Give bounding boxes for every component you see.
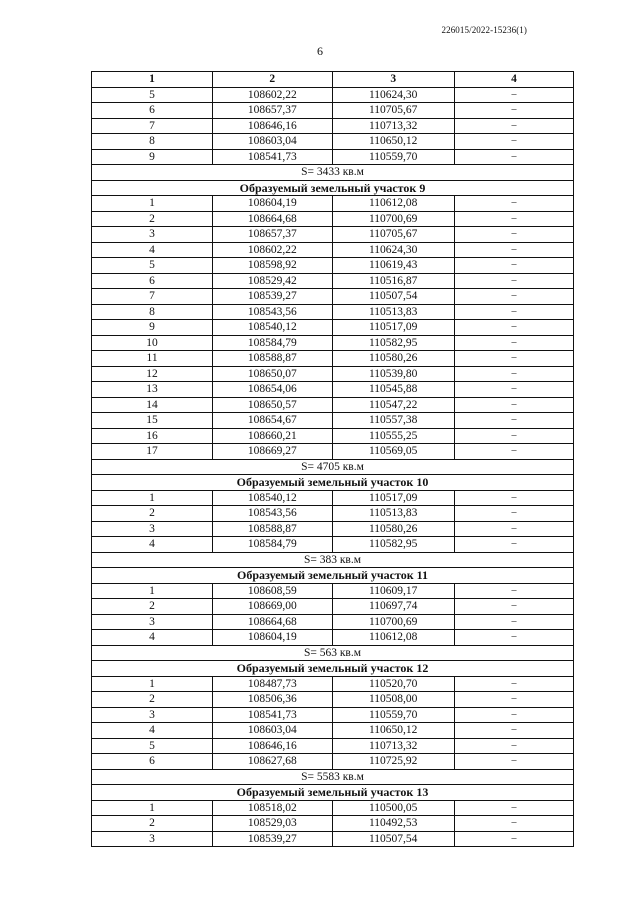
- note-cell: –: [454, 630, 573, 646]
- point-number-cell: 2: [92, 506, 213, 522]
- note-cell: –: [454, 831, 573, 847]
- y-coordinate-cell: 110713,32: [332, 738, 454, 754]
- x-coordinate-cell: 108603,04: [213, 723, 332, 739]
- note-cell: –: [454, 304, 573, 320]
- note-cell: –: [454, 118, 573, 134]
- section-title: Образуемый земельный участок 12: [92, 661, 574, 677]
- y-coordinate-cell: 110559,70: [332, 707, 454, 723]
- point-number-cell: 6: [92, 754, 213, 770]
- table-row: [92, 707, 574, 723]
- point-number-cell: 4: [92, 537, 213, 553]
- y-coordinate-cell: 110700,69: [332, 211, 454, 227]
- point-number-cell: 3: [92, 614, 213, 630]
- point-number-cell: 5: [92, 738, 213, 754]
- y-coordinate-cell: 110569,05: [332, 444, 454, 460]
- x-coordinate-cell: 108541,73: [213, 707, 332, 723]
- y-coordinate-cell: 110612,08: [332, 630, 454, 646]
- note-cell: –: [454, 428, 573, 444]
- table-row: [92, 289, 574, 305]
- y-coordinate-cell: 110650,12: [332, 723, 454, 739]
- x-coordinate-cell: 108588,87: [213, 351, 332, 367]
- table-row: [92, 676, 574, 692]
- point-number-cell: 2: [92, 599, 213, 615]
- x-coordinate-cell: 108506,36: [213, 692, 332, 708]
- x-coordinate-cell: 108664,68: [213, 614, 332, 630]
- note-cell: –: [454, 258, 573, 274]
- table-row: [92, 258, 574, 274]
- x-coordinate-cell: 108650,57: [213, 397, 332, 413]
- y-coordinate-cell: 110580,26: [332, 521, 454, 537]
- table-row: [92, 738, 574, 754]
- table-row: [92, 273, 574, 289]
- header-cell: 1: [92, 72, 213, 88]
- section-title-row: [92, 568, 574, 584]
- y-coordinate-cell: 110650,12: [332, 134, 454, 150]
- table-row: [92, 599, 574, 615]
- area-value: S= 4705 кв.м: [92, 459, 574, 475]
- x-coordinate-cell: 108603,04: [213, 134, 332, 150]
- point-number-cell: 2: [92, 816, 213, 832]
- y-coordinate-cell: 110705,67: [332, 103, 454, 119]
- note-cell: –: [454, 103, 573, 119]
- x-coordinate-cell: 108588,87: [213, 521, 332, 537]
- table-row: [92, 444, 574, 460]
- section-title: Образуемый земельный участок 10: [92, 475, 574, 491]
- x-coordinate-cell: 108543,56: [213, 506, 332, 522]
- note-cell: –: [454, 273, 573, 289]
- x-coordinate-cell: 108602,22: [213, 87, 332, 103]
- section-title-row: [92, 785, 574, 801]
- x-coordinate-cell: 108627,68: [213, 754, 332, 770]
- point-number-cell: 5: [92, 87, 213, 103]
- x-coordinate-cell: 108584,79: [213, 335, 332, 351]
- area-value: S= 563 кв.м: [92, 645, 574, 661]
- y-coordinate-cell: 110492,53: [332, 816, 454, 832]
- point-number-cell: 1: [92, 676, 213, 692]
- table-row: [92, 490, 574, 506]
- table-row: [92, 397, 574, 413]
- table-row: [92, 366, 574, 382]
- note-cell: –: [454, 738, 573, 754]
- y-coordinate-cell: 110580,26: [332, 351, 454, 367]
- point-number-cell: 12: [92, 366, 213, 382]
- point-number-cell: 2: [92, 211, 213, 227]
- y-coordinate-cell: 110513,83: [332, 304, 454, 320]
- note-cell: –: [454, 754, 573, 770]
- y-coordinate-cell: 110508,00: [332, 692, 454, 708]
- y-coordinate-cell: 110705,67: [332, 227, 454, 243]
- point-number-cell: 1: [92, 196, 213, 212]
- section-title-row: [92, 475, 574, 491]
- note-cell: –: [454, 351, 573, 367]
- point-number-cell: 1: [92, 490, 213, 506]
- note-cell: –: [454, 490, 573, 506]
- note-cell: –: [454, 227, 573, 243]
- x-coordinate-cell: 108518,02: [213, 800, 332, 816]
- x-coordinate-cell: 108657,37: [213, 103, 332, 119]
- header-cell: 3: [332, 72, 454, 88]
- y-coordinate-cell: 110507,54: [332, 831, 454, 847]
- y-coordinate-cell: 110700,69: [332, 614, 454, 630]
- y-coordinate-cell: 110517,09: [332, 490, 454, 506]
- y-coordinate-cell: 110557,38: [332, 413, 454, 429]
- area-value: S= 3433 кв.м: [92, 165, 574, 181]
- note-cell: –: [454, 366, 573, 382]
- table-row: [92, 816, 574, 832]
- table-row: [92, 351, 574, 367]
- point-number-cell: 9: [92, 320, 213, 336]
- note-cell: –: [454, 196, 573, 212]
- note-cell: –: [454, 506, 573, 522]
- point-number-cell: 1: [92, 800, 213, 816]
- x-coordinate-cell: 108541,73: [213, 149, 332, 165]
- point-number-cell: 8: [92, 304, 213, 320]
- point-number-cell: 10: [92, 335, 213, 351]
- y-coordinate-cell: 110582,95: [332, 537, 454, 553]
- x-coordinate-cell: 108529,03: [213, 816, 332, 832]
- x-coordinate-cell: 108539,27: [213, 831, 332, 847]
- note-cell: –: [454, 397, 573, 413]
- table-row: [92, 118, 574, 134]
- point-number-cell: 6: [92, 273, 213, 289]
- table-row: [92, 103, 574, 119]
- area-value: S= 5583 кв.м: [92, 769, 574, 785]
- header-cell: 4: [454, 72, 573, 88]
- x-coordinate-cell: 108646,16: [213, 118, 332, 134]
- note-cell: –: [454, 816, 573, 832]
- y-coordinate-cell: 110507,54: [332, 289, 454, 305]
- note-cell: –: [454, 211, 573, 227]
- point-number-cell: 2: [92, 692, 213, 708]
- y-coordinate-cell: 110547,22: [332, 397, 454, 413]
- note-cell: –: [454, 444, 573, 460]
- page-number: 6: [317, 44, 323, 58]
- point-number-cell: 3: [92, 831, 213, 847]
- y-coordinate-cell: 110539,80: [332, 366, 454, 382]
- note-cell: –: [454, 614, 573, 630]
- x-coordinate-cell: 108604,19: [213, 196, 332, 212]
- y-coordinate-cell: 110520,70: [332, 676, 454, 692]
- area-row: [92, 552, 574, 568]
- note-cell: –: [454, 242, 573, 258]
- y-coordinate-cell: 110516,87: [332, 273, 454, 289]
- table-row: [92, 800, 574, 816]
- table-row: [92, 521, 574, 537]
- table-row: [92, 754, 574, 770]
- y-coordinate-cell: 110500,05: [332, 800, 454, 816]
- note-cell: –: [454, 599, 573, 615]
- note-cell: –: [454, 707, 573, 723]
- table-row: [92, 413, 574, 429]
- note-cell: –: [454, 134, 573, 150]
- x-coordinate-cell: 108540,12: [213, 320, 332, 336]
- point-number-cell: 4: [92, 242, 213, 258]
- table-row: [92, 227, 574, 243]
- point-number-cell: 5: [92, 258, 213, 274]
- section-title: Образуемый земельный участок 13: [92, 785, 574, 801]
- y-coordinate-cell: 110555,25: [332, 428, 454, 444]
- table-row: [92, 211, 574, 227]
- y-coordinate-cell: 110624,30: [332, 87, 454, 103]
- y-coordinate-cell: 110513,83: [332, 506, 454, 522]
- area-row: [92, 769, 574, 785]
- table-row: [92, 242, 574, 258]
- y-coordinate-cell: 110624,30: [332, 242, 454, 258]
- table-row: [92, 723, 574, 739]
- y-coordinate-cell: 110609,17: [332, 583, 454, 599]
- x-coordinate-cell: 108654,06: [213, 382, 332, 398]
- note-cell: –: [454, 800, 573, 816]
- area-row: [92, 165, 574, 181]
- x-coordinate-cell: 108539,27: [213, 289, 332, 305]
- table-row: [92, 583, 574, 599]
- point-number-cell: 4: [92, 723, 213, 739]
- table-row: [92, 537, 574, 553]
- note-cell: –: [454, 149, 573, 165]
- header-cell: 2: [213, 72, 332, 88]
- table-row: [92, 506, 574, 522]
- table-row: [92, 382, 574, 398]
- x-coordinate-cell: 108650,07: [213, 366, 332, 382]
- table-row: [92, 630, 574, 646]
- note-cell: –: [454, 87, 573, 103]
- y-coordinate-cell: 110619,43: [332, 258, 454, 274]
- section-title-row: [92, 661, 574, 677]
- x-coordinate-cell: 108540,12: [213, 490, 332, 506]
- x-coordinate-cell: 108584,79: [213, 537, 332, 553]
- point-number-cell: 8: [92, 134, 213, 150]
- x-coordinate-cell: 108669,00: [213, 599, 332, 615]
- note-cell: –: [454, 676, 573, 692]
- point-number-cell: 6: [92, 103, 213, 119]
- x-coordinate-cell: 108657,37: [213, 227, 332, 243]
- y-coordinate-cell: 110713,32: [332, 118, 454, 134]
- y-coordinate-cell: 110582,95: [332, 335, 454, 351]
- x-coordinate-cell: 108646,16: [213, 738, 332, 754]
- section-title-row: [92, 180, 574, 196]
- x-coordinate-cell: 108543,56: [213, 304, 332, 320]
- point-number-cell: 13: [92, 382, 213, 398]
- point-number-cell: 3: [92, 521, 213, 537]
- point-number-cell: 17: [92, 444, 213, 460]
- x-coordinate-cell: 108604,19: [213, 630, 332, 646]
- point-number-cell: 3: [92, 227, 213, 243]
- x-coordinate-cell: 108608,59: [213, 583, 332, 599]
- section-title: Образуемый земельный участок 11: [92, 568, 574, 584]
- point-number-cell: 7: [92, 118, 213, 134]
- table-row: [92, 428, 574, 444]
- note-cell: –: [454, 692, 573, 708]
- note-cell: –: [454, 723, 573, 739]
- point-number-cell: 9: [92, 149, 213, 165]
- y-coordinate-cell: 110697,74: [332, 599, 454, 615]
- table-row: [92, 87, 574, 103]
- area-value: S= 383 кв.м: [92, 552, 574, 568]
- x-coordinate-cell: 108669,27: [213, 444, 332, 460]
- note-cell: –: [454, 521, 573, 537]
- table-row: [92, 335, 574, 351]
- note-cell: –: [454, 382, 573, 398]
- x-coordinate-cell: 108598,92: [213, 258, 332, 274]
- x-coordinate-cell: 108660,21: [213, 428, 332, 444]
- coordinates-table: [91, 71, 574, 847]
- note-cell: –: [454, 583, 573, 599]
- x-coordinate-cell: 108654,67: [213, 413, 332, 429]
- y-coordinate-cell: 110517,09: [332, 320, 454, 336]
- x-coordinate-cell: 108664,68: [213, 211, 332, 227]
- point-number-cell: 4: [92, 630, 213, 646]
- section-title: Образуемый земельный участок 9: [92, 180, 574, 196]
- y-coordinate-cell: 110612,08: [332, 196, 454, 212]
- note-cell: –: [454, 320, 573, 336]
- note-cell: –: [454, 289, 573, 305]
- point-number-cell: 14: [92, 397, 213, 413]
- x-coordinate-cell: 108602,22: [213, 242, 332, 258]
- point-number-cell: 1: [92, 583, 213, 599]
- area-row: [92, 645, 574, 661]
- table-row: [92, 134, 574, 150]
- y-coordinate-cell: 110725,92: [332, 754, 454, 770]
- table-row: [92, 831, 574, 847]
- table-row: [92, 320, 574, 336]
- x-coordinate-cell: 108487,73: [213, 676, 332, 692]
- note-cell: –: [454, 335, 573, 351]
- point-number-cell: 7: [92, 289, 213, 305]
- table-row: [92, 692, 574, 708]
- area-row: [92, 459, 574, 475]
- table-row: [92, 304, 574, 320]
- table-row: [92, 196, 574, 212]
- point-number-cell: 3: [92, 707, 213, 723]
- document-number: 226015/2022-15236(1): [441, 25, 527, 35]
- point-number-cell: 11: [92, 351, 213, 367]
- table-row: [92, 614, 574, 630]
- table-header-row: [92, 72, 574, 88]
- point-number-cell: 16: [92, 428, 213, 444]
- note-cell: –: [454, 413, 573, 429]
- table-row: [92, 149, 574, 165]
- y-coordinate-cell: 110559,70: [332, 149, 454, 165]
- x-coordinate-cell: 108529,42: [213, 273, 332, 289]
- point-number-cell: 15: [92, 413, 213, 429]
- note-cell: –: [454, 537, 573, 553]
- y-coordinate-cell: 110545,88: [332, 382, 454, 398]
